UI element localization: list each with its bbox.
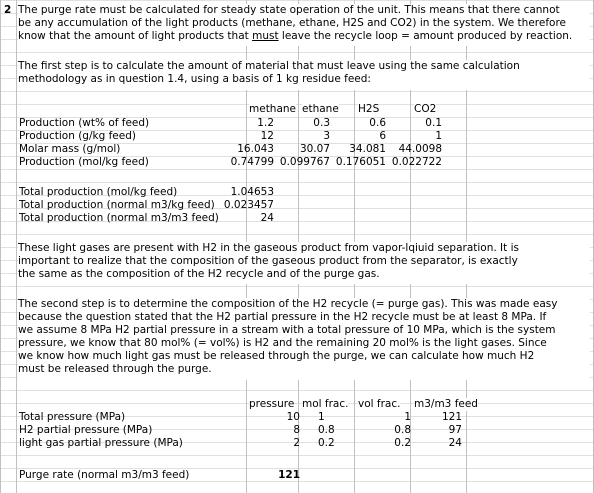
p1-line1: The purge rate must be calculated for steady state operation of the unit. This means that there cannot [18,4,560,16]
cell-value: 0.74799 [230,156,274,168]
col-line [16,0,17,493]
cell-value: 34.081 [349,143,386,155]
row-label: Production (wt% of feed) [19,117,150,129]
p2-line1: The first step is to calculate the amount of material that must leave using the same calculation [18,60,520,72]
p4-line4: pressure, we know that 80 mol% (= vol%) is H2 and the remaining 20 mol% is the light gases. Since [18,337,547,349]
cell-value: 1 [318,411,325,423]
header-pressure: pressure [249,398,295,410]
header-m3m3-feed: m3/m3 feed [414,398,478,410]
cell-value: 24 [448,437,462,449]
p2-line2: methodology as in question 1.4, using a basis of 1 kg residue feed: [18,73,371,85]
cell-value: 0.8 [394,424,411,436]
cell-value: 0.022722 [391,156,442,168]
cell-value: 16.043 [237,143,274,155]
cell-value: 1 [435,130,442,142]
cell-value: 0.176051 [335,156,386,168]
cell-value: 44.0098 [398,143,442,155]
p4-line1: The second step is to determine the composition of the H2 recycle (= purge gas). This was made easy [18,298,558,310]
paragraph-3 [18,242,590,284]
p4-line6: must be released through the purge. [18,363,212,375]
p4-line3: we assume 8 MPa H2 partial pressure in a stream with a total pressure of 10 MPa, which is the system [18,324,556,336]
cell-value: 1.2 [257,117,274,129]
total-value: 1.04653 [230,186,274,198]
col-line [0,0,1,493]
cell-value: 30.07 [299,143,330,155]
header-co2: CO2 [414,103,437,115]
header-h2s: H2S [358,103,380,115]
cell-value: 6 [379,130,386,142]
cell-value: 0.1 [425,117,442,129]
cell-value: 0.3 [313,117,330,129]
header-methane: methane [249,103,297,115]
p4-line5: we know how much light gas must be released through the purge, we can calculate how much H2 [18,350,535,362]
cell-value: 8 [293,424,300,436]
row-label: light gas partial pressure (MPa) [19,437,183,449]
header-vol-frac: vol frac. [358,398,401,410]
cell-value: 0.8 [318,424,335,436]
purge-rate-label: Purge rate (normal m3/m3 feed) [19,469,190,481]
total-value: 24 [260,212,274,224]
cell-value: 2 [293,437,300,449]
row-label: H2 partial pressure (MPa) [19,424,153,436]
row-label: Production (g/kg feed) [19,130,136,142]
cell-value: 97 [448,424,462,436]
total-label: Total production (normal m3/m3 feed) [19,212,219,224]
cell-value: 1 [404,411,411,423]
p1-line2: be any accumulation of the light products (methane, ethane, H2S and CO2) in the system. We therefore [18,17,566,29]
cell-value: 121 [441,411,462,423]
header-mol-frac: mol frac. [302,398,349,410]
total-label: Total production (mol/kg feed) [19,186,178,198]
paragraph-1 [18,4,590,46]
cell-value: 10 [286,411,300,423]
cell-value: 3 [323,130,330,142]
row-label: Molar mass (g/mol) [19,143,121,155]
purge-rate-value: 121 [278,469,300,481]
header-ethane: ethane [302,103,339,115]
total-label: Total production (normal m3/kg feed) [19,199,215,211]
cell-value: 0.6 [369,117,386,129]
cell-value: 0.2 [394,437,411,449]
total-value: 0.023457 [223,199,274,211]
cell-value: 12 [260,130,274,142]
p3-line2: important to realize that the composition of the gaseous product from the separator, is exactly [18,255,518,267]
row-label: Total pressure (MPa) [19,411,126,423]
row-label: Production (mol/kg feed) [19,156,149,168]
paragraph-2 [18,60,590,90]
p3-line1: These light gases are present with H2 in the gaseous product from vapor-lqiuid separation. It is [18,242,519,254]
paragraph-4 [18,298,590,380]
p3-line3: the same as the composition of the H2 recycle and of the purge gas. [18,268,380,280]
p4-line2: because the question stated that the H2 partial pressure in the H2 recycle must be at least 8 MPa. If [18,311,547,323]
cell-value: 0.099767 [279,156,330,168]
p1-line3: know that the amount of light products that must leave the recycle loop = amount produced by reaction. [18,30,573,42]
question-number: 2 [4,4,12,16]
cell-value: 0.2 [318,437,335,449]
